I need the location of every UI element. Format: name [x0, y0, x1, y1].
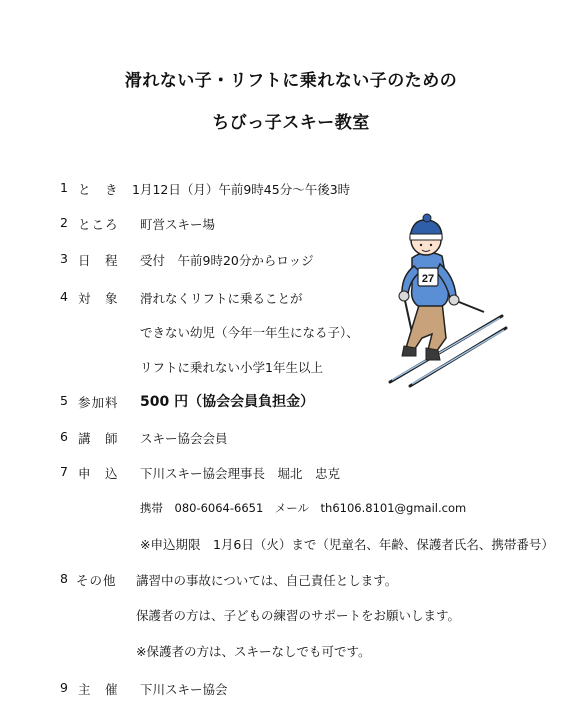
- item-label: ところ: [78, 217, 119, 232]
- item-label: 日 程: [78, 253, 119, 268]
- contact-line: 携帯 080-6064-6651 メール th6106.8101@gmail.com: [140, 501, 467, 515]
- item-value-line: 滑れなくリフトに乗ることが: [140, 291, 303, 306]
- item-label: 対 象: [78, 291, 119, 306]
- item-number: 6: [60, 429, 68, 444]
- item-number: 5: [60, 393, 68, 408]
- item-value-line: 講習中の事故については、自己責任とします。: [136, 573, 398, 588]
- item-value: 町営スキー場: [140, 217, 216, 232]
- item-value-line: 下川スキー協会理事長 堀北 忠克: [140, 466, 341, 481]
- item-label: 申 込: [78, 466, 119, 481]
- item-number: 3: [60, 251, 68, 266]
- item-value-line: ※保護者の方は、スキーなしでも可です。: [136, 644, 371, 659]
- item-label: その他: [76, 573, 117, 588]
- deadline-line: ※申込期限 1月6日（火）まで（児童名、年齢、保護者氏名、携帯番号）: [140, 537, 554, 552]
- item-number: 2: [60, 215, 68, 230]
- item-label: 講 師: [78, 431, 119, 446]
- item-value-line: リフトに乗れない小学1年生以上: [140, 360, 323, 375]
- item-label: と き: [78, 182, 119, 197]
- item-label: 主 催: [78, 682, 119, 697]
- item-value-line: 保護者の方は、子どもの練習のサポートをお願いします。: [136, 608, 461, 623]
- item-number: 9: [60, 680, 68, 695]
- title-line-2: ちびっ子スキー教室: [212, 113, 370, 133]
- item-value: スキー協会会員: [140, 431, 228, 446]
- item-value-line: できない幼児（今年一年生になる子）、: [140, 325, 359, 340]
- item-value: 下川スキー協会: [140, 682, 228, 697]
- svg-text:27: 27: [421, 273, 435, 285]
- item-number: 7: [60, 464, 68, 479]
- item-number: 8: [60, 571, 68, 586]
- item-label: 参加料: [78, 395, 119, 410]
- item-value: 1月12日（月）午前9時45分～午後3時: [132, 182, 351, 197]
- item-number: 4: [60, 289, 68, 304]
- item-number: 1: [60, 180, 68, 195]
- item-value: 受付 午前9時20分からロッジ: [140, 253, 314, 268]
- skier-child-icon: [380, 210, 510, 394]
- title-line-1: 滑れない子・リフトに乗れない子のための: [124, 71, 458, 91]
- item-value: 500 円（協会会員負担金）: [140, 394, 315, 410]
